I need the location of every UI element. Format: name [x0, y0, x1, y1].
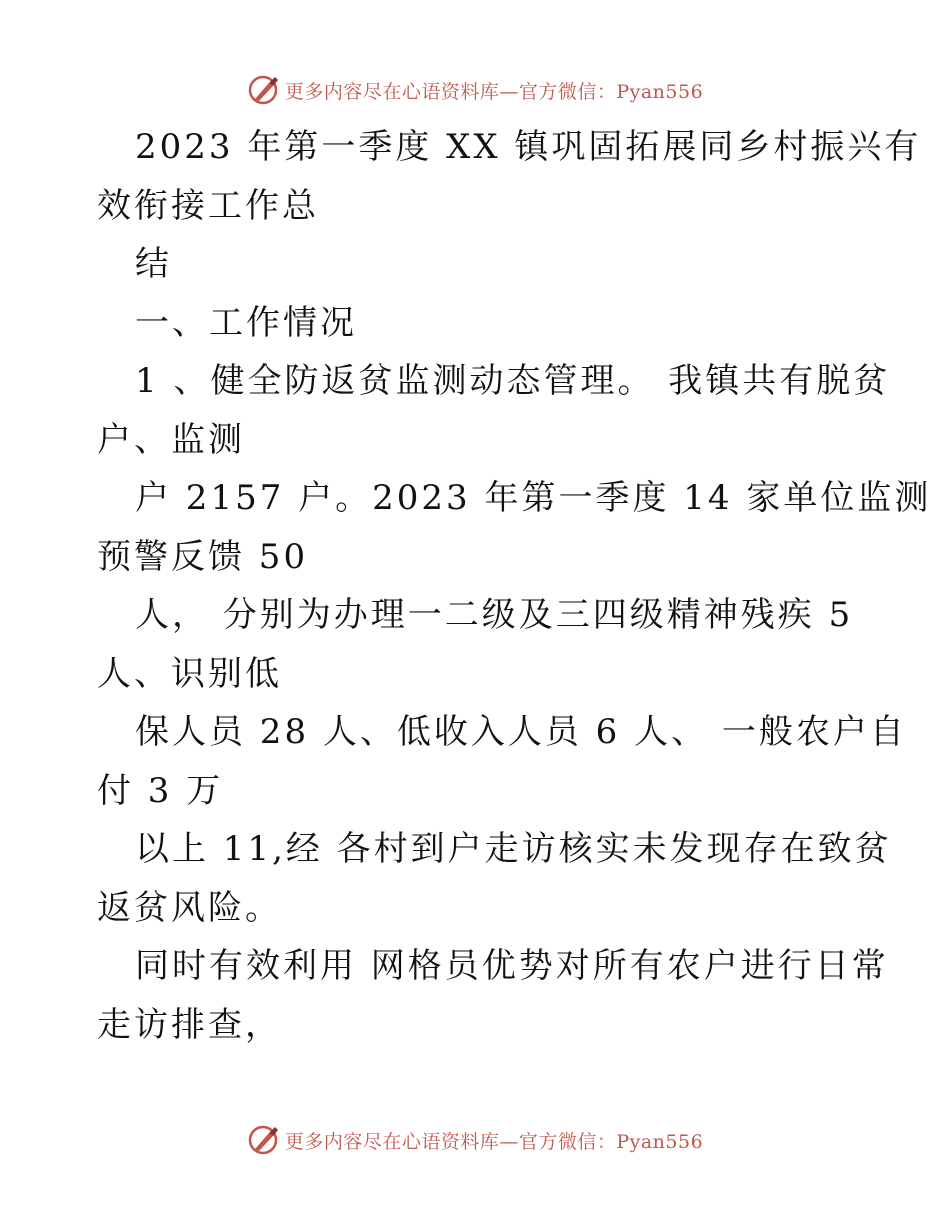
document-body [97, 118, 932, 1054]
paragraph-line: 人、识别低 [97, 653, 282, 694]
header-watermark [0, 70, 950, 110]
paragraph-line: 结 [135, 244, 172, 284]
section-heading: 一、工作情况 [135, 302, 357, 343]
paragraph-line: 走访排查， [97, 1004, 282, 1045]
paragraph-line: 户 2157 户。2023 年第一季度 14 家单位监测 [135, 478, 932, 518]
paragraph-line: 人， 分别为办理一二级及三四级精神残疾 5 [135, 595, 854, 635]
paragraph-line: 1 、健全防返贫监测动态管理。 我镇共有脱贫 [135, 361, 891, 401]
watermark-text: 更多内容尽在心语资料库—官方微信：Pyan556 [284, 80, 704, 103]
paragraph-line: 2023 年第一季度 XX 镇巩固拓展同乡村振兴有 [135, 127, 922, 167]
paragraph-line: 付 3 万 [97, 770, 224, 811]
paragraph-line: 同时有效利用 网格员优势对所有农户进行日常 [135, 946, 889, 986]
pen-logo-icon [247, 1123, 281, 1157]
watermark-text: 更多内容尽在心语资料库—官方微信：Pyan556 [284, 1130, 704, 1153]
paragraph-line: 保人员 28 人、低收入人员 6 人、 一般农户自 [135, 712, 907, 752]
paragraph-line: 返贫风险。 [97, 887, 282, 928]
paragraph-line: 户、监测 [97, 419, 245, 460]
pen-logo-icon [247, 73, 281, 107]
paragraph-line: 预警反馈 50 [97, 536, 309, 577]
paragraph-line: 效衔接工作总 [97, 185, 319, 226]
footer-watermark [0, 1120, 950, 1160]
paragraph-line: 以上 11,经 各村到户走访核实未发现存在致贫 [135, 829, 892, 869]
